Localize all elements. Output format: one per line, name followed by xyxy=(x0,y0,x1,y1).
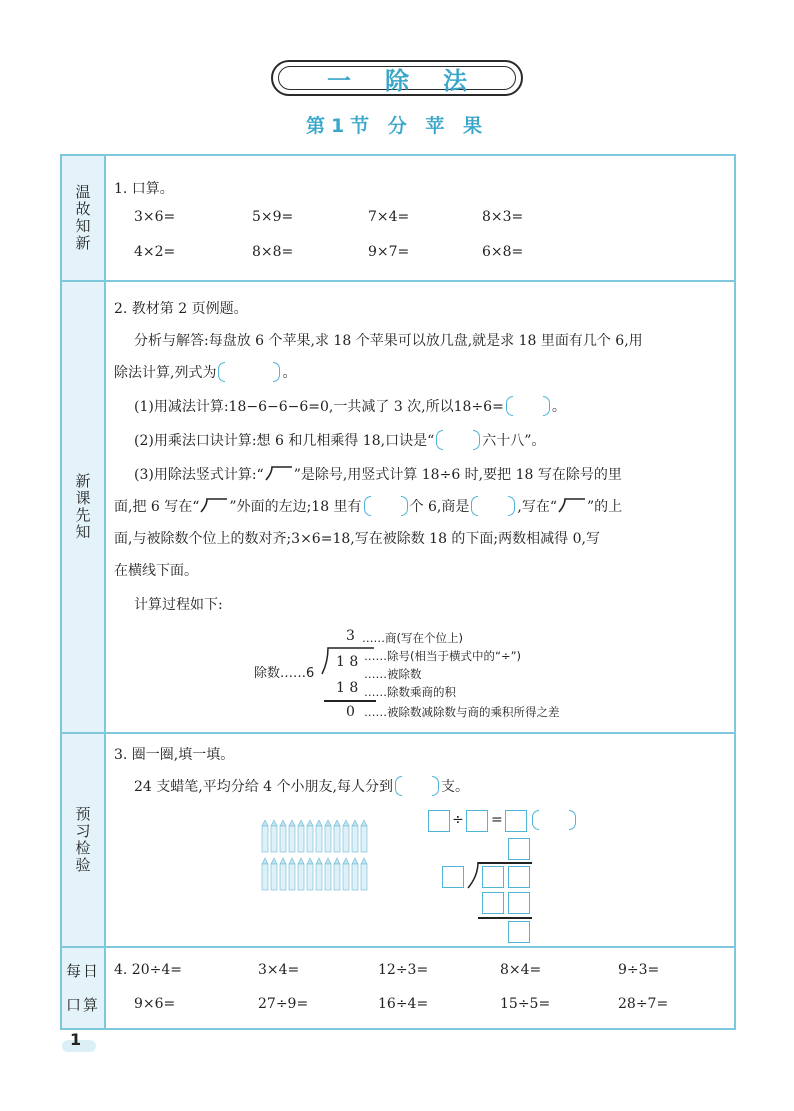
calc-item: 4. 20÷4= xyxy=(114,962,182,978)
calc-item: 3×6= xyxy=(134,209,176,225)
calc-item: 9×6= xyxy=(134,996,176,1012)
answer-blank[interactable] xyxy=(532,810,576,828)
answer-blank[interactable] xyxy=(364,496,408,514)
step-3-line-4: 在横线下面。 xyxy=(114,563,198,579)
crayons-illustration xyxy=(260,820,372,892)
step-3-line-3: 面,与被除数个位上的数对齐;3×6=18,写在被除数 18 的下面;两数相减得 0,写 xyxy=(114,531,600,547)
new-lesson-label-cell xyxy=(62,282,106,732)
answer-blank[interactable] xyxy=(506,396,550,414)
division-bracket-icon xyxy=(557,497,587,513)
daily-section xyxy=(62,948,734,1028)
analysis-line-1: 分析与解答:每盘放 6 个苹果,求 18 个苹果可以放几盘,就是求 18 里面有几个 6,用 xyxy=(134,333,643,349)
crayon xyxy=(343,858,349,890)
page-number: 1 xyxy=(70,1030,82,1049)
answer-blank[interactable] xyxy=(471,496,515,514)
crayon xyxy=(289,820,295,852)
calc-item: 3×4= xyxy=(258,962,300,978)
vertical-quotient-box[interactable] xyxy=(508,838,530,860)
review-label: 温故知新 xyxy=(73,184,92,252)
equals-sign: = xyxy=(491,812,503,828)
crayon xyxy=(262,820,268,852)
daily-label: 每日口算 xyxy=(65,962,100,1014)
vertical-dividend-tens-box[interactable] xyxy=(482,866,504,888)
vertical-divisor-box[interactable] xyxy=(442,866,464,888)
division-bracket-icon xyxy=(264,465,294,481)
crayon xyxy=(316,820,322,852)
q1-title: 1. 口算。 xyxy=(114,181,174,197)
analysis-line-2: 除法计算,列式为 。 xyxy=(114,362,296,382)
division-bottom-line xyxy=(478,917,532,919)
crayon xyxy=(352,858,358,890)
crayon xyxy=(325,820,331,852)
q3-text: 24 支蜡笔,平均分给 4 个小朋友,每人分到 支。 xyxy=(134,776,469,796)
crayon xyxy=(298,858,304,890)
calc-item: 6×8= xyxy=(482,244,524,260)
divisor-label: 除数……6 xyxy=(254,666,315,681)
chapter-title-box xyxy=(271,60,523,96)
preview-label-cell xyxy=(62,734,106,946)
unit-blank xyxy=(530,810,578,829)
calc-item: 5×9= xyxy=(252,209,294,225)
answer-blank[interactable] xyxy=(218,362,280,380)
answer-blank[interactable] xyxy=(436,430,480,448)
crayon xyxy=(325,858,331,890)
crayon xyxy=(262,858,268,890)
preview-label: 预习检验 xyxy=(73,806,92,874)
crayon xyxy=(361,858,367,890)
quotient-box[interactable] xyxy=(505,810,527,832)
chapter-title: 一除法 xyxy=(327,66,501,95)
crayon xyxy=(352,820,358,852)
quotient: 3 xyxy=(346,628,355,644)
step-3-line-1: (3)用除法竖式计算:“ ”是除号,用竖式计算 18÷6 时,要把 18 写在除号的里 xyxy=(134,467,622,483)
step-3-line-2: 面,把 6 写在“ ”外面的左边;18 里有 个 6,商是 ,写在“ ”的上 xyxy=(114,496,622,516)
crayon xyxy=(307,858,313,890)
daily-label-cell xyxy=(62,948,106,1028)
crayon xyxy=(280,858,286,890)
crayon xyxy=(334,820,340,852)
q2-title: 2. 教材第 2 页例题。 xyxy=(114,301,248,317)
worksheet-frame xyxy=(60,154,736,1030)
division-sign: ÷ xyxy=(452,812,464,828)
review-label-cell xyxy=(62,156,106,280)
product: 1 8 xyxy=(336,680,359,696)
note-quotient: ……商(写在个位上) xyxy=(362,631,463,645)
calc-item: 28÷7= xyxy=(618,996,669,1012)
vertical-remainder-box[interactable] xyxy=(508,921,530,943)
crayon xyxy=(271,820,277,852)
new-lesson-label: 新课先知 xyxy=(73,473,92,541)
remainder: 0 xyxy=(346,704,355,720)
crayon xyxy=(289,858,295,890)
dividend: 1 8 xyxy=(336,654,359,670)
division-line xyxy=(324,700,376,702)
step-1-line: (1)用减法计算:18−6−6−6=0,一共减了 3 次,所以18÷6= 。 xyxy=(134,396,566,416)
calc-item: 8×4= xyxy=(500,962,542,978)
crayon xyxy=(280,820,286,852)
dividend-box[interactable] xyxy=(428,810,450,832)
calc-item: 16÷4= xyxy=(378,996,429,1012)
calc-item: 7×4= xyxy=(368,209,410,225)
review-section xyxy=(62,156,734,282)
calc-item: 8×3= xyxy=(482,209,524,225)
new-lesson-section xyxy=(62,282,734,734)
crayon xyxy=(316,858,322,890)
preview-section xyxy=(62,734,734,948)
crayon xyxy=(298,820,304,852)
calc-item: 12÷3= xyxy=(378,962,429,978)
crayon xyxy=(361,820,367,852)
section-subtitle: 第1节 分 苹 果 xyxy=(305,115,489,137)
crayon xyxy=(343,820,349,852)
vertical-dividend-ones-box[interactable] xyxy=(508,866,530,888)
crayon xyxy=(307,820,313,852)
note-remainder: ……被除数减除数与商的乘积所得之差 xyxy=(364,705,560,719)
crayon xyxy=(334,858,340,890)
division-bracket-icon xyxy=(199,497,229,513)
vertical-product-tens-box[interactable] xyxy=(482,892,504,914)
divisor-box[interactable] xyxy=(466,810,488,832)
note-product: ……除数乘商的积 xyxy=(364,685,456,699)
note-division-sign: ……除号(相当于横式中的“÷”) xyxy=(364,649,522,663)
step-2-line: (2)用乘法口诀计算:想 6 和几相乘得 18,口诀是“ 六十八”。 xyxy=(134,430,545,450)
answer-blank[interactable] xyxy=(395,776,439,794)
calc-item: 15÷5= xyxy=(500,996,551,1012)
calc-item: 8×8= xyxy=(252,244,294,260)
division-top-line xyxy=(478,862,532,864)
note-dividend: ……被除数 xyxy=(364,667,422,681)
calc-item: 9×7= xyxy=(368,244,410,260)
calc-item: 27÷9= xyxy=(258,996,309,1012)
calc-item: 9÷3= xyxy=(618,962,660,978)
process-title: 计算过程如下: xyxy=(134,597,223,613)
crayon xyxy=(271,858,277,890)
vertical-product-ones-box[interactable] xyxy=(508,892,530,914)
q3-title: 3. 圈一圈,填一填。 xyxy=(114,747,235,763)
calc-item: 4×2= xyxy=(134,244,176,260)
